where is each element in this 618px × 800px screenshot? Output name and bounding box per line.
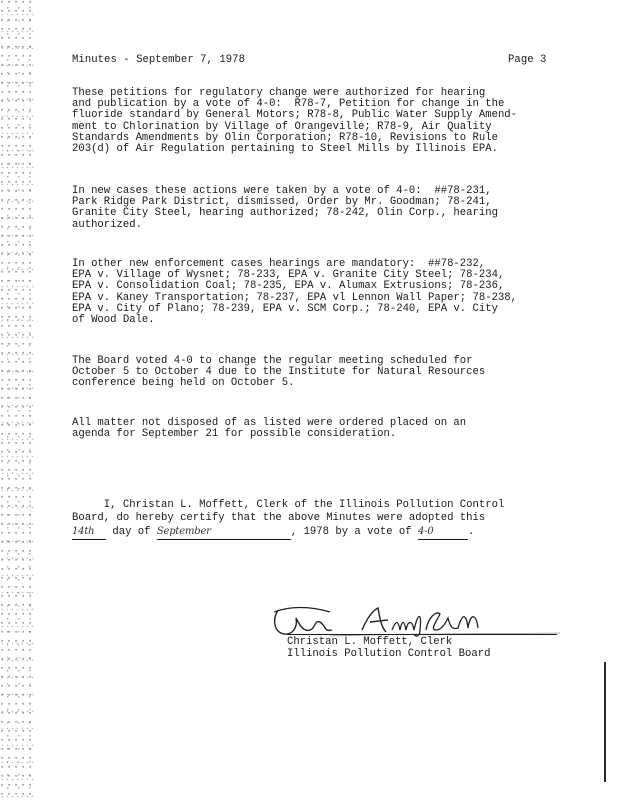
text-line: fluoride standard by General Motors; R78-8, Public Water Supply Amend- [72, 109, 518, 122]
text-line: In new cases these actions were taken by a vote of 4-0: ##78-231, [72, 185, 492, 197]
paragraph-agenda [72, 418, 466, 440]
scan-margin-mark [604, 662, 606, 782]
end-period: . [468, 526, 475, 538]
day-blank [72, 525, 106, 540]
text-line: authorized. [72, 218, 142, 231]
paragraph-new-cases [72, 186, 498, 231]
paragraph-petitions [72, 88, 517, 155]
text-line: 203(d) of Air Regulation pertaining to Steel Mills by Illinois EPA. [72, 142, 498, 155]
text-line: conference being held on October 5. [72, 377, 295, 390]
year-text: , 1978 by a vote of [290, 526, 419, 538]
vote-handwritten: 4-0 [418, 526, 434, 537]
day-label: day of [106, 526, 157, 538]
text-line: Park Ridge Park District, dismissed, Order by Mr. Goodman; 78-241, [72, 196, 492, 209]
text-line: EPA v. City of Plano; 78-239, EPA v. SCM Corp.; 78-240, EPA v. City [72, 302, 498, 315]
paragraph-meeting-change [72, 356, 485, 390]
vote-blank [418, 525, 468, 540]
text-line: ment to Chlorination by Village of Orangeville; R78-9, Air Quality [72, 120, 492, 133]
text-line: of Wood Dale. [72, 313, 155, 326]
day-handwritten: 14th [72, 526, 95, 537]
text-line: Granite City Steel, hearing authorized; 78-242, Olin Corp., hearing [72, 207, 498, 220]
text-line: Standards Amendments by Olin Corporation; R78-10, Revisions to Rule [72, 131, 498, 144]
text-line: These petitions for regulatory change were authorized for hearing [72, 87, 486, 99]
clerk-certification [72, 499, 504, 538]
page-number: Page 3 [508, 54, 547, 66]
text-line: EPA v. Consolidation Coal; 78-235, EPA v. Alumax Extrusions; 78-236, [72, 280, 505, 293]
signature-line [287, 634, 557, 635]
text-line: agenda for September 21 for possible consideration. [72, 428, 397, 441]
text-line: The Board voted 4-0 to change the regular meeting scheduled for [72, 355, 473, 367]
text-line: Board, do hereby certify that the above Minutes were adopted this [72, 512, 486, 524]
month-handwritten: September [156, 526, 211, 537]
header-title: Minutes - September 7, 1978 [72, 54, 245, 66]
scan-edge-noise [0, 0, 34, 800]
clerk-name: Christan L. Moffett, Clerk [287, 636, 453, 648]
text-line: October 5 to October 4 due to the Institute for Natural Resources [72, 366, 486, 379]
month-blank [157, 525, 291, 540]
text-line: and publication by a vote of 4-0: R78-7, Petition for change in the [72, 98, 505, 111]
paragraph-enforcement-cases [72, 259, 517, 326]
certification-fill-line [72, 525, 504, 538]
text-line: I, Christan L. Moffett, Clerk of the Illinois Pollution Control [72, 499, 505, 511]
text-line: All matter not disposed of as listed were ordered placed on an [72, 417, 467, 429]
text-line: In other new enforcement cases hearings are mandatory: ##78-232, [72, 258, 486, 270]
text-line: EPA v. Village of Wysnet; 78-233, EPA v. Granite City Steel; 78-234, [72, 269, 505, 282]
text-line: EPA v. Kaney Transportation; 78-237, EPA vl Lennon Wall Paper; 78-238, [72, 291, 518, 304]
clerk-organization: Illinois Pollution Control Board [287, 648, 491, 660]
